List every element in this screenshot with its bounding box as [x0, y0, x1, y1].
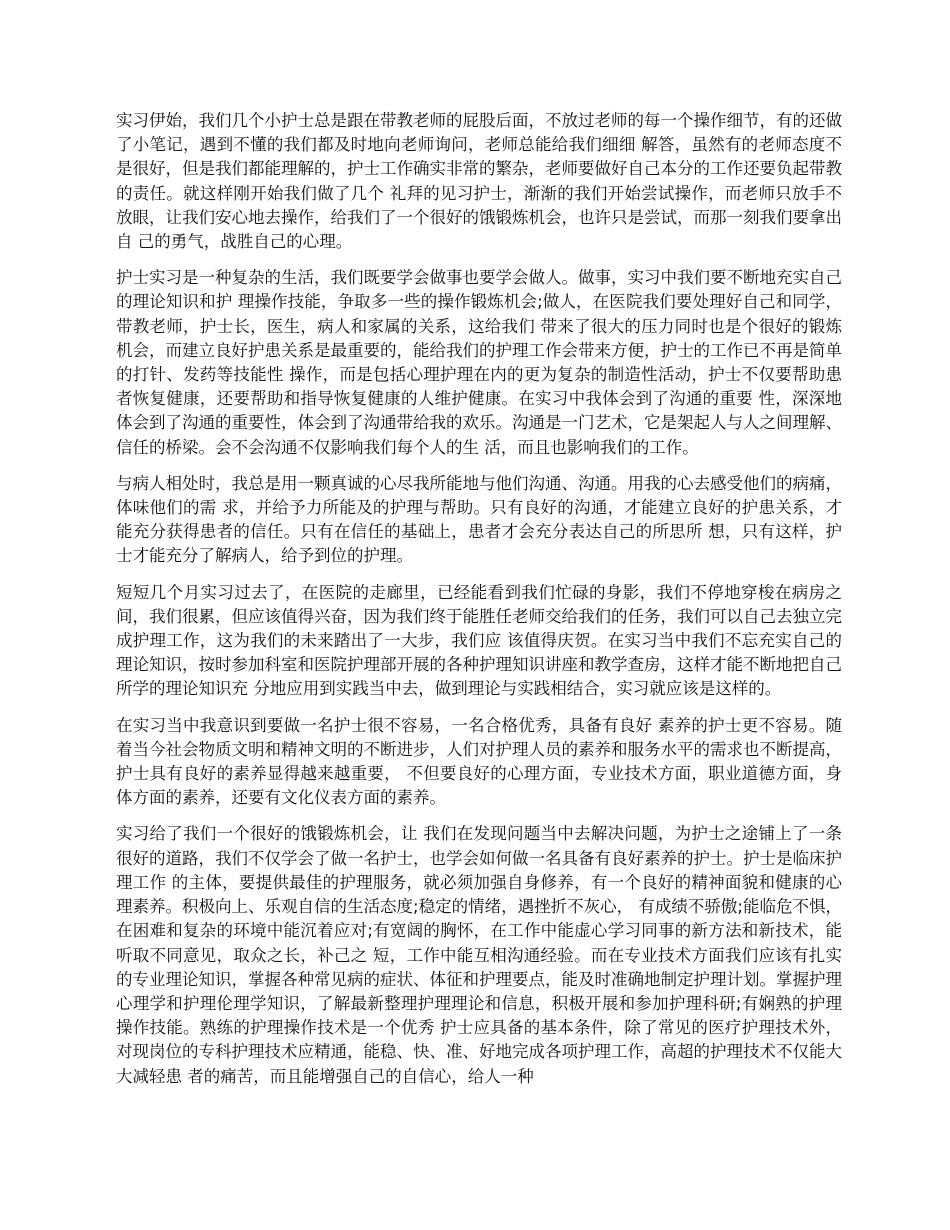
paragraph-3: 与病人相处时，我总是用一颗真诚的心尽我所能地与他们沟通、沟通。用我的心去感受他们的病痛，体味他们的需 求，并给予力所能及的护理与帮助。只有良好的沟通，才能建立良好的护患关系，才能充分获得患者的信任。只有在信任的基础上，患者才会充分表达自己的所思所 想，只有这样，护士才能充分了解病人，给予到位的护理。: [116, 473, 842, 566]
paragraph-4: 短短几个月实习过去了，在医院的走廊里，已经能看到我们忙碌的身影，我们不停地穿梭在病房之间，我们很累，但应该值得兴奋，因为我们终于能胜任老师交给我们的任务，我们可以自己去独立完成护理工作，这为我们的未来踏出了一大步，我们应 该值得庆贺。在实习当中我们不忘充实自己的理论知识，按时参加科室和医院护理部开展的各种护理知识讲座和教学查房，这样才能不断地把自己所学的理论知识充 分地应用到实践当中去，做到理论与实践相结合，实习就应该是这样的。: [116, 582, 842, 699]
paragraph-5: 在实习当中我意识到要做一名护士很不容易，一名合格优秀，具备有良好 素养的护士更不容易。随着当今社会物质文明和精神文明的不断进步，人们对护理人员的素养和服务水平的需求也不断提高，护士具有良好的素养显得越来越重要， 不但要良好的心理方面，专业技术方面，职业道德方面，身体方面的素养，还要有文化仪表方面的素养。: [116, 715, 842, 808]
paragraph-6: 实习给了我们一个很好的饿锻炼机会，让 我们在发现问题当中去解决问题，为护士之途铺上了一条很好的道路，我们不仅学会了做一名护士，也学会如何做一名具备有良好素养的护士。护士是临床护理工作 的主体，要提供最佳的护理服务，就必须加强自身修养，有一个良好的精神面貌和健康的心理素养。积极向上、乐观自信的生活态度;稳定的情绪，遇挫折不灰心， 有成绩不骄傲;能临危不惧，在困难和复杂的环境中能沉着应对;有宽阔的胸怀，在工作中能虚心学习同事的新方法和新技术，能听取不同意见，取众之长，补己之 短，工作中能互相沟通经验。而在专业技术方面我们应该有扎实的专业理论知识，掌握各种常见病的症状、体征和护理要点，能及时准确地制定护理计划。掌握护理 心理学和护理伦理学知识，了解最新整理护理理论和信息，积极开展和参加护理科研;有娴熟的护理操作技能。熟练的护理操作技术是一个优秀 护士应具备的基本条件，除了常见的医疗护理技术外，对现岗位的专科护理技术应精通，能稳、快、准、好地完成各项护理工作，高超的护理技术不仅能大大减轻患 者的痛苦，而且能增强自己的自信心，给人一种: [116, 824, 842, 1086]
paragraph-1: 实习伊始，我们几个小护士总是跟在带教老师的屁股后面，不放过老师的每一个操作细节，有的还做了小笔记，遇到不懂的我们都及时地向老师询问，老师总能给我们细细 解答，虽然有的老师态度不是很好，但是我们都能理解的，护士工作确实非常的繁杂，老师要做好自己本分的工作还要负起带教的责任。就这样刚开始我们做了几个 礼拜的见习护士，渐渐的我们开始尝试操作，而老师只放手不放眼，让我们安心地去操作，给我们了一个很好的饿锻炼机会，也许只是尝试，而那一刻我们要拿出自 己的勇气，战胜自己的心理。: [116, 111, 842, 252]
document-body: [116, 109, 842, 1101]
paragraph-2: 护士实习是一种复杂的生活，我们既要学会做事也要学会做人。做事，实习中我们要不断地充实自己的理论知识和护 理操作技能，争取多一些的操作锻炼机会;做人，在医院我们要处理好自己和同学，带教老师，护士长，医生，病人和家属的关系，这给我们 带来了很大的压力同时也是个很好的锻炼机会，而建立良好护患关系是最重要的，能给我们的护理工作会带来方便，护士的工作已不再是简单的打针、发药等技能性 操作，而是包括心理护理在内的更为复杂的制造性活动，护士不仅要帮助患者恢复健康，还要帮助和指导恢复健康的人维护健康。在实习中我体会到了沟通的重要 性，深深地体会到了沟通的重要性，体会到了沟通带给我的欢乐。沟通是一门艺术，它是架起人与人之间理解、信任的桥梁。会不会沟通不仅影响我们每个人的生 活，而且也影响我们的工作。: [116, 268, 842, 457]
